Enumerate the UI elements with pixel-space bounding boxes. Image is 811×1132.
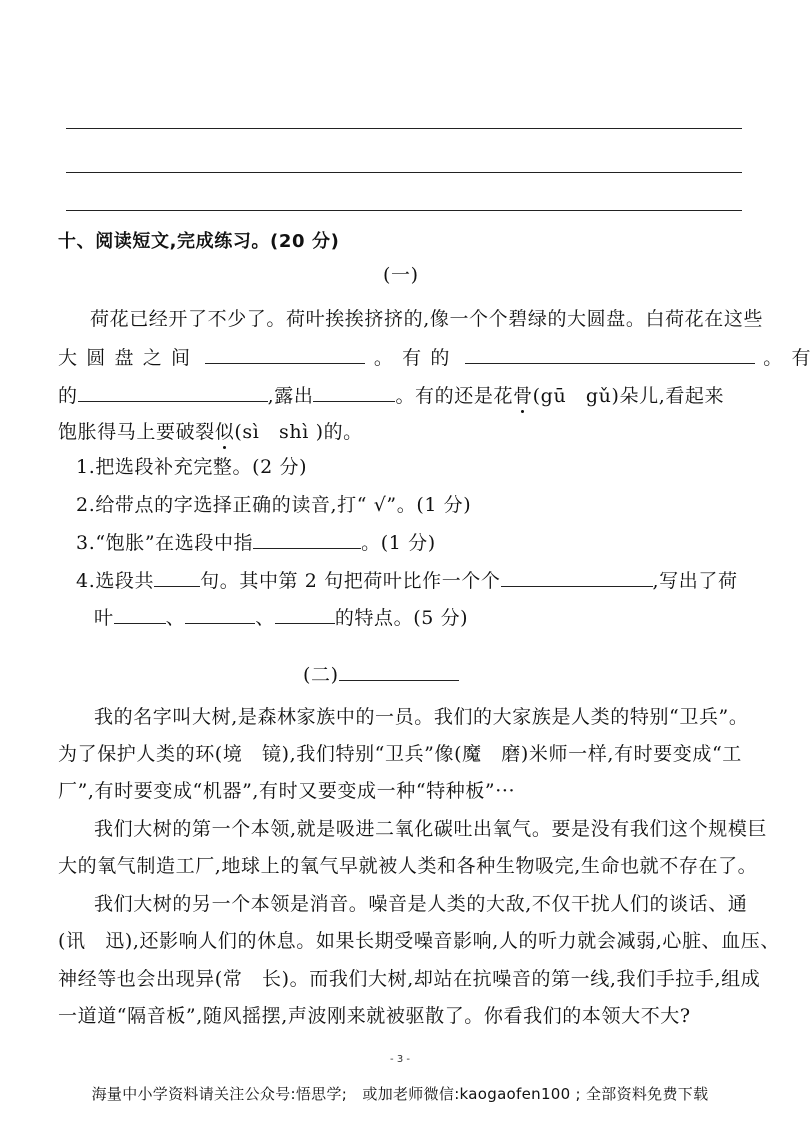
answer-line-3[interactable] — [66, 210, 742, 211]
part2-line-1: 我的名字叫大树,是森林家族中的一员。我们的大家族是人类的特别“卫兵”。 — [94, 706, 749, 728]
part2-heading: (二) — [303, 663, 459, 686]
part2-line-5: 大的氧气制造工厂,地球上的氧气早就被人类和各种生物吸完,生命也就不存在了。 — [58, 855, 758, 877]
fill-blank-8[interactable] — [114, 606, 166, 624]
fill-blank-9[interactable] — [185, 606, 255, 624]
footer-note: 海量中小学资料请关注公众号:悟思学; 或加老师微信:kaogaofen100 ; 全部资料免费下载 — [91, 1085, 709, 1103]
question-3: 3.“饱胀”在选段中指 。(1 分) — [76, 532, 436, 554]
fill-blank-1[interactable] — [205, 346, 365, 364]
part1-line-4: 饱胀得马上要破裂似(sì shì )的。 — [58, 421, 363, 443]
fill-blank-7[interactable] — [501, 569, 653, 587]
question-4: 4.选段共 句。其中第 2 句把荷叶比作一个个 ,写出了荷 — [76, 570, 738, 592]
part2-line-3: 厂”,有时要变成“机器”,有时又要变成一种“特种板”··· — [58, 780, 516, 802]
part1-line-2: 大 圆 盘 之 间 。 有 的 。 有 — [58, 347, 811, 369]
dotted-char-gu: 骨 — [513, 385, 533, 407]
part2-line-8: 神经等也会出现异(常 长)。而我们大树,却站在抗噪音的第一线,我们手拉手,组成 — [58, 968, 761, 990]
fill-blank-5[interactable] — [253, 531, 361, 549]
question-2: 2.给带点的字选择正确的读音,打“ √”。(1 分) — [76, 494, 472, 516]
part2-line-6: 我们大树的另一个本领是消音。噪音是人类的大敌,不仅干扰人们的谈话、通 — [94, 893, 748, 915]
page-number: - 3 - — [390, 1054, 410, 1065]
fill-blank-4[interactable] — [313, 384, 395, 402]
fill-blank-3[interactable] — [78, 384, 268, 402]
answer-line-2[interactable] — [66, 172, 742, 173]
question-1: 1.把选段补充完整。(2 分) — [76, 456, 308, 478]
part2-line-7: (讯 迅),还影响人们的休息。如果长期受噪音影响,人的听力就会减弱,心脏、血压、 — [58, 930, 780, 952]
part1-heading: (一) — [383, 264, 419, 286]
section-title: 十、阅读短文,完成练习。(20 分) — [58, 231, 340, 252]
part2-line-4: 我们大树的第一个本领,就是吸进二氧化碳吐出氧气。要是没有我们这个规模巨 — [94, 818, 768, 840]
part1-line-1: 荷花已经开了不少了。荷叶挨挨挤挤的,像一个个碧绿的大圆盘。白荷花在这些 — [90, 308, 764, 330]
part2-line-9: 一道道“隔音板”,随风摇摆,声波刚来就被驱散了。你看我们的本领大不大? — [58, 1005, 691, 1027]
answer-line-1[interactable] — [66, 128, 742, 129]
fill-blank-10[interactable] — [275, 606, 335, 624]
question-4-cont: 叶 、 、 的特点。(5 分) — [94, 607, 469, 629]
part1-line-3: 的 ,露出 。有的还是花骨(gū gǔ)朵儿,看起来 — [58, 385, 725, 407]
fill-blank-2[interactable] — [465, 346, 755, 364]
part2-line-2: 为了保护人类的环(境 镜),我们特别“卫兵”像(魔 磨)米师一样,有时要变成“工 — [58, 743, 742, 765]
dotted-char-si: 似 — [214, 421, 235, 443]
title-blank[interactable] — [339, 663, 459, 681]
fill-blank-6[interactable] — [154, 569, 200, 587]
